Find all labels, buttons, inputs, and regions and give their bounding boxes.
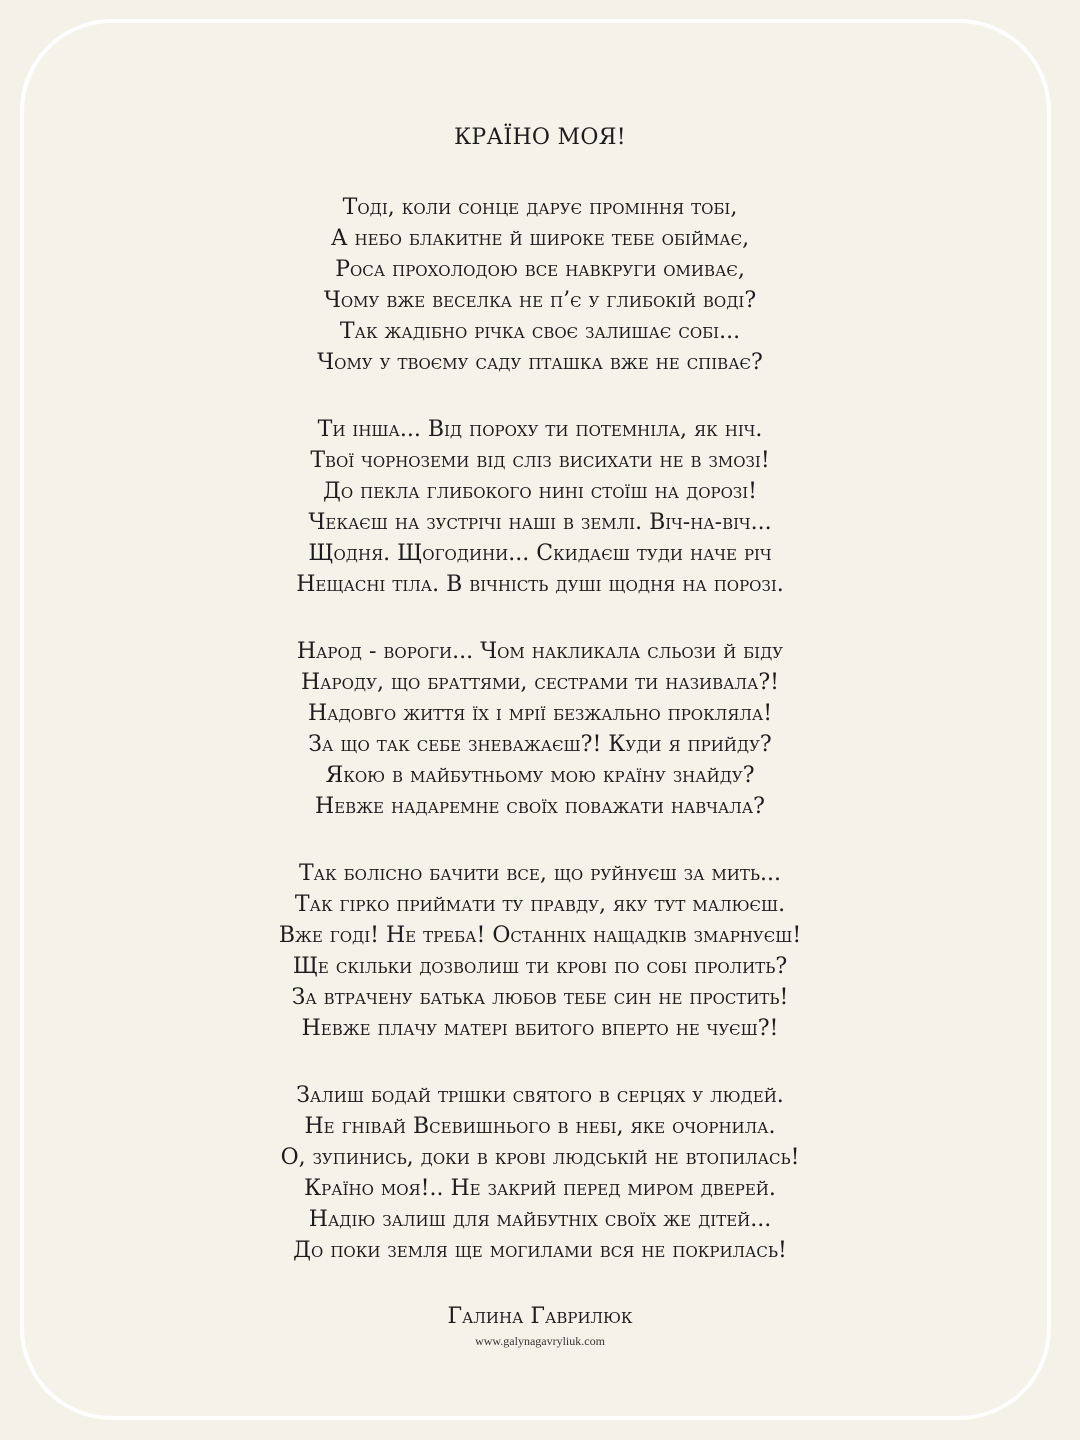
poem-line: Надовго життя їх і мрії безжально прокляла! — [307, 701, 773, 726]
poem-line: За що так себе зневажаєш?! Куди я прийду? — [308, 732, 772, 757]
poem-line: Ти інша... Від пороху ти потемніла, як ніч. — [317, 417, 763, 442]
poem-line: Тоді, коли сонце дарує проміння тобі, — [342, 195, 738, 220]
stanza-5 — [0, 1080, 1080, 1266]
poem-title: КРАЇНО МОЯ! — [454, 125, 626, 150]
poem-line: До поки земля ще могилами вся не покрилась! — [293, 1238, 787, 1263]
poem-line: Так жадібно річка своє залишає собі... — [339, 319, 741, 344]
poem-line: Країно моя!.. Не закрий перед миром дверей. — [304, 1176, 776, 1201]
poem-line: Нещасні тіла. В вічність душі щодня на порозі. — [296, 572, 784, 597]
poem-line: Чекаєш на зустрічі наші в землі. Віч-на-віч... — [308, 510, 772, 535]
stanza-4 — [0, 858, 1080, 1044]
poem-line: Якою в майбутньому мою країну знайду? — [325, 763, 755, 788]
poem-line: Чому у твоєму саду пташка вже не співає? — [317, 350, 763, 375]
poem-line: Щодня. Щогодини... Скидаєш туди наче річ — [308, 541, 772, 566]
poem-line: До пекла глибокого нині стоїш на дорозі! — [322, 479, 758, 504]
poem-line: Народ - вороги... Чом накликала сльози й біду — [296, 639, 784, 664]
author-name: Галина Гаврилюк — [447, 1304, 633, 1329]
stanza-1 — [0, 192, 1080, 378]
poem-line: Невже плачу матері вбитого вперто не чуєш?! — [301, 1016, 779, 1041]
poem-line: Невже надаремне своїх поважати навчала? — [315, 794, 765, 819]
poem-line: Так гірко приймати ту правду, яку тут малюєш. — [294, 892, 786, 917]
poem-line: А небо блакитне й широке тебе обіймає, — [330, 226, 750, 251]
author-website: www.galynagavryliuk.com — [475, 1334, 605, 1348]
poem-content — [0, 120, 1080, 1348]
poem-line: Вже годі! Не треба! Останніх нащадків змарнуєш! — [278, 923, 802, 948]
poem-line: Не гнівай Всевишнього в небі, яке очорнила. — [304, 1114, 776, 1139]
poem-line: Так болісно бачити все, що руйнуєш за мить... — [299, 861, 781, 886]
poem-line: За втрачену батька любов тебе син не простить! — [291, 985, 789, 1010]
poem-line: Твої чорноземи від сліз висихати не в змозі! — [310, 448, 770, 473]
stanza-2 — [0, 414, 1080, 600]
poem-line: Народу, що браттями, сестрами ти називала?! — [300, 670, 780, 695]
stanza-3 — [0, 636, 1080, 822]
poem-line: Чому вже веселка не п’є у глибокій воді? — [323, 288, 757, 313]
poem-line: Роса прохолодою все навкруги омиває, — [335, 257, 745, 282]
poem-line: Залиш бодай трішки святого в серцях у людей. — [296, 1083, 784, 1108]
poem-line: Надію залиш для майбутніх своїх же дітей... — [308, 1207, 772, 1232]
poem-line: О, зупинись, доки в крові людській не втопилась! — [280, 1145, 800, 1170]
poem-line: Ще скільки дозволиш ти крові по собі пролить? — [292, 954, 788, 979]
